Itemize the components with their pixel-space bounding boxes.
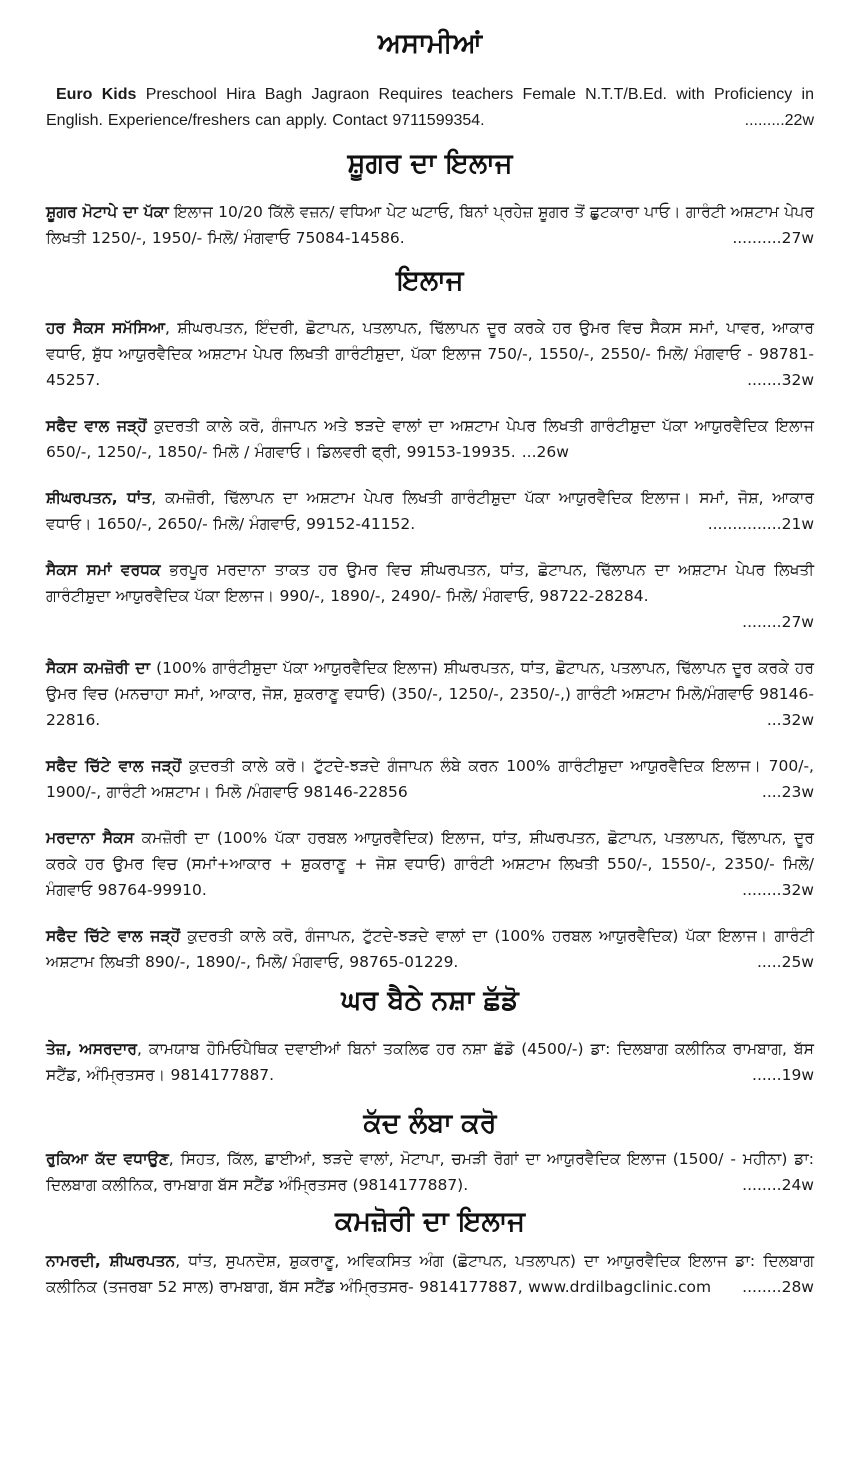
ad-item (46, 1036, 814, 1088)
ad-item (46, 557, 814, 635)
ad-body: , ਕਾਮਯਾਬ ਹੋਮਿਓਪੈਥਿਕ ਦਵਾਈਆਂ ਬਿਨਾਂ ਤਕਲਿਫ ਹਰ ਨਸ਼ਾ ਛੱਡੋ (4500/-) ਡਾ: ਦਿਲਬਾਗ ਕਲੀਨਿਕ ਰਾਮਬਾਗ, ਬੱਸ ਸਟੈਂਡ, ਅੰਮ੍ਰਿਤਸਰ। 9814177887. (46, 1039, 814, 1084)
ad-code: ...............21w (707, 515, 814, 534)
ad-item (46, 753, 814, 805)
ad-body: ਕਮਜ਼ੋਰੀ ਦਾ (100% ਪੱਕਾ ਹਰਬਲ ਆਯੁਰਵੈਦਿਕ) ਇਲਾਜ, ਧਾਂਤ, ਸ਼ੀਘਰਪਤਨ, ਛੋਟਾਪਨ, ਪਤਲਾਪਨ, ਢਿੱਲਾਪਨ, ਦੂਰ ਕਰਕੇ ਹਰ ਉਮਰ ਵਿਚ (ਸਮਾਂ+ਆਕਾਰ + ਸ਼ੁਕਰਾਣੂ + ਜੋਸ਼ ਵਧਾਓ) ਗਾਰੰਟੀ ਅਸ਼ਟਾਮ ਲਿਖਤੀ 550/-, 1550/-, 2350/- ਮਿਲੋ/ ਮੰਗਵਾਓ 98764-99910. (46, 829, 814, 900)
section-heading: ਘਰ ਬੈਠੇ ਨਸ਼ਾ ਛੱਡੋ (341, 985, 519, 1017)
section-heading: ਕੱਦ ਲੰਬਾ ਕਰੋ (363, 1107, 497, 1139)
ad-lead: ਨਾਮਰਦੀ, ਸ਼ੀਘਰਪਤਨ (46, 1252, 176, 1271)
ad-item (46, 315, 814, 393)
ad-body: ਕੁਦਰਤੀ ਕਾਲੇ ਕਰੋ, ਗੰਜਾਪਨ ਅਤੇ ਝੜਦੇ ਵਾਲਾਂ ਦਾ ਅਸ਼ਟਾਮ ਪੇਪਰ ਲਿਖਤੀ ਗਾਰੰਟੀਸ਼ੁਦਾ ਪੱਕਾ ਆਯੁਰਵੈਦਿਕ ਇਲਾਜ 650/-, 1250/-, 1850/- ਮਿਲੋ / ਮੰਗਵਾਓ। ਡਿਲਵਰੀ ਫ੍ਰੀ, 99153-19935. (46, 417, 814, 462)
ad-body: Preschool Hira Bagh Jagraon Requires teachers Female N.T.T/B.Ed. with Proficiency in English. Experience/freshers can apply. Contact 9711599354. (46, 86, 815, 130)
ad-lead: ਹਰ ਸੈਕਸ ਸਮੱਸਿਆ (46, 319, 165, 338)
ad-lead: ਰੁਕਿਆ ਕੱਦ ਵਧਾਉਣ (46, 1149, 169, 1168)
ad-item (46, 485, 814, 537)
ad-code: ...26w (521, 443, 569, 462)
ad-code: ........28w (742, 1278, 814, 1297)
ad-code: ....23w (761, 783, 814, 802)
ad-item (46, 923, 814, 975)
ad-item (46, 82, 814, 134)
ad-item (46, 825, 814, 903)
ad-code: ........27w (742, 613, 814, 632)
ad-code: ......19w (752, 1065, 814, 1084)
ad-code: .......32w (747, 371, 814, 390)
ad-body: ਕੁਦਰਤੀ ਕਾਲੇ ਕਰੋ, ਗੰਜਾਪਨ, ਟੁੱਟਦੇ-ਝੜਦੇ ਵਾਲਾਂ ਦਾ (100% ਹਰਬਲ ਆਯੁਰਵੈਦਿਕ) ਪੱਕਾ ਇਲਾਜ। ਗਾਰੰਟੀ ਅਸ਼ਟਾਮ ਲਿਖਤੀ 890/-, 1890/-, ਮਿਲੋ/ ਮੰਗਵਾਓ, 98765-01229. (46, 927, 814, 972)
ad-lead: ਸਫੈਦ ਵਾਲ ਜੜ੍ਹੋਂ (46, 417, 147, 436)
ad-lead: Euro Kids (56, 86, 137, 104)
section-weakness-treatment (46, 1206, 814, 1300)
ad-item (46, 199, 814, 251)
section-vacancies (46, 28, 814, 134)
ad-lead: ਸ਼ੀਘਰਪਤਨ, ਧਾਂਤ (46, 489, 152, 508)
ad-code: ........24w (742, 1175, 814, 1194)
ad-code: ..........27w (732, 228, 814, 247)
section-treatment (46, 265, 814, 975)
ad-lead: ਸ਼ੂਗਰ ਮੋਟਾਪੇ ਦਾ ਪੱਕਾ (46, 202, 169, 221)
ad-item (46, 413, 814, 465)
ad-code: ........32w (742, 881, 814, 900)
section-heading: ਅਸਾਮੀਆਂ (377, 28, 483, 59)
ad-item (46, 1248, 814, 1300)
ad-item (46, 655, 814, 733)
section-heading: ਸ਼ੂਗਰ ਦਾ ਇਲਾਜ (347, 148, 513, 180)
ad-lead: ਸੈਕਸ ਸਮਾਂ ਵਰਧਕ (46, 561, 161, 580)
ad-code: .....25w (756, 953, 814, 972)
ad-body: ਕੁਦਰਤੀ ਕਾਲੇ ਕਰੋ। ਟੁੱਟਦੇ-ਝੜਦੇ ਗੰਜਾਪਨ ਲੰਬੇ ਕਰਨ 100% ਗਾਰੰਟੀਸ਼ੁਦਾ ਆਯੁਰਵੈਦਿਕ ਇਲਾਜ। 700/-, 1900/-, ਗਾਰੰਟੀ ਅਸ਼ਟਾਮ। ਮਿਲੋ /ਮੰਗਵਾਓ 98146-22856 (46, 757, 814, 802)
ad-body: ਇਲਾਜ 10/20 ਕਿੱਲੋ ਵਜ਼ਨ/ ਵਧਿਆ ਪੇਟ ਘਟਾਓ, ਬਿਨਾਂ ਪ੍ਰਹੇਜ਼ ਸ਼ੂਗਰ ਤੋਂ ਛੁਟਕਾਰਾ ਪਾਓ। ਗਾਰੰਟੀ ਅਸ਼ਟਾਮ ਪੇਪਰ ਲਿਖਤੀ 1250/-, 1950/- ਮਿਲੋ/ ਮੰਗਵਾਓ 75084-14586. (46, 202, 815, 247)
ad-lead: ਤੇਜ਼, ਅਸਰਦਾਰ (46, 1039, 137, 1058)
section-height-increase (46, 1108, 814, 1198)
ad-item (46, 1146, 814, 1198)
ad-body: (100% ਗਾਰੰਟੀਸ਼ੁਦਾ ਪੱਕਾ ਆਯੁਰਵੈਦਿਕ ਇਲਾਜ) ਸ਼ੀਘਰਪਤਨ, ਧਾਂਤ, ਛੋਟਾਪਨ, ਪਤਲਾਪਨ, ਢਿੱਲਾਪਨ ਦੂਰ ਕਰਕੇ ਹਰ ਉਮਰ ਵਿਚ (ਮਨਚਾਹਾ ਸਮਾਂ, ਆਕਾਰ, ਜੋਸ਼, ਸ਼ੁਕਰਾਣੂ ਵਧਾਓ) (350/-, 1250/-, 2350/-,) ਗਾਰੰਟੀ ਅਸ਼ਟਾਮ ਮਿਲੋ/ਮੰਗਵਾਓ 98146-22816. (46, 659, 814, 730)
ad-body: , ਧਾਂਤ, ਸੁਪਨਦੋਸ਼, ਸ਼ੁਕਰਾਣੂ, ਅਵਿਕਸਿਤ ਅੰਗ (ਛੋਟਾਪਨ, ਪਤਲਾਪਨ) ਦਾ ਆਯੁਰਵੈਦਿਕ ਇਲਾਜ ਡਾ: ਦਿਲਬਾਗ ਕਲੀਨਿਕ (ਤਜਰਬਾ 52 ਸਾਲ) ਰਾਮਬਾਗ, ਬੱਸ ਸਟੈਂਡ ਅੰਮ੍ਰਿਤਸਰ- 9814177887, www.drdilbagclinic.com (46, 1252, 814, 1297)
section-sugar-treatment (46, 148, 814, 250)
ad-lead: ਸਫੈਦ ਚਿੱਟੇ ਵਾਲ ਜੜ੍ਹੋਂ (46, 927, 181, 946)
section-heading: ਇਲਾਜ (396, 264, 464, 296)
ad-body: ਭਰਪੂਰ ਮਰਦਾਨਾ ਤਾਕਤ ਹਰ ਉਮਰ ਵਿਚ ਸ਼ੀਘਰਪਤਨ, ਧਾਂਤ, ਛੋਟਾਪਨ, ਢਿੱਲਾਪਨ ਦਾ ਅਸ਼ਟਾਮ ਪੇਪਰ ਲਿਖਤੀ ਗਾਰੰਟੀਸ਼ੁਦਾ ਆਯੁਰਵੈਦਿਕ ਪੱਕਾ ਇਲਾਜ। 990/-, 1890/-, 2490/- ਮਿਲੋ/ ਮੰਗਵਾਓ, 98722-28284. (46, 561, 814, 606)
ad-lead: ਸੈਕਸ ਕਮਜ਼ੋਰੀ ਦਾ (46, 659, 151, 678)
ad-code: ...32w (766, 711, 814, 730)
ad-code: .........22w (744, 112, 814, 130)
ad-lead: ਸਫੈਦ ਚਿੱਟੇ ਵਾਲ ਜੜ੍ਹੋਂ (46, 757, 182, 776)
ad-body: , ਕਮਜ਼ੋਰੀ, ਢਿੱਲਾਪਨ ਦਾ ਅਸ਼ਟਾਮ ਪੇਪਰ ਲਿਖਤੀ ਗਾਰੰਟੀਸ਼ੁਦਾ ਪੱਕਾ ਆਯੁਰਵੈਦਿਕ ਇਲਾਜ। ਸਮਾਂ, ਜੋਸ਼, ਆਕਾਰ ਵਧਾਓ। 1650/-, 2650/- ਮਿਲੋ/ ਮੰਗਵਾਓ, 99152-41152. (46, 489, 814, 534)
section-heading: ਕਮਜ਼ੋਰੀ ਦਾ ਇਲਾਜ (334, 1205, 526, 1237)
section-quit-addiction (46, 985, 814, 1087)
ad-body: , ਸ਼ੀਘਰਪਤਨ, ਇੰਦਰੀ, ਛੋਟਾਪਨ, ਪਤਲਾਪਨ, ਢਿੱਲਾਪਨ ਦੂਰ ਕਰਕੇ ਹਰ ਉਮਰ ਵਿਚ ਸੈਕਸ ਸਮਾਂ, ਪਾਵਰ, ਆਕਾਰ ਵਧਾਓ, ਸ਼ੁੱਧ ਆਯੁਰਵੈਦਿਕ ਅਸ਼ਟਾਮ ਪੇਪਰ ਲਿਖਤੀ ਗਾਰੰਟੀਸ਼ੁਦਾ, ਪੱਕਾ ਇਲਾਜ 750/-, 1550/-, 2550/- ਮਿਲੋ/ ਮੰਗਵਾਓ - 98781-45257. (46, 319, 814, 390)
ad-body: , ਸਿਹਤ, ਕਿੱਲ, ਛਾਈਆਂ, ਝੜਦੇ ਵਾਲਾਂ, ਮੋਟਾਪਾ, ਚਮੜੀ ਰੋਗਾਂ ਦਾ ਆਯੁਰਵੈਦਿਕ ਇਲਾਜ (1500/ - ਮਹੀਨਾ) ਡਾ: ਦਿਲਬਾਗ ਕਲੀਨਿਕ, ਰਾਮਬਾਗ ਬੱਸ ਸਟੈਂਡ ਅੰਮ੍ਰਿਤਸਰ (9814177887). (46, 1149, 814, 1194)
ad-lead: ਮਰਦਾਨਾ ਸੈਕਸ (46, 829, 134, 848)
